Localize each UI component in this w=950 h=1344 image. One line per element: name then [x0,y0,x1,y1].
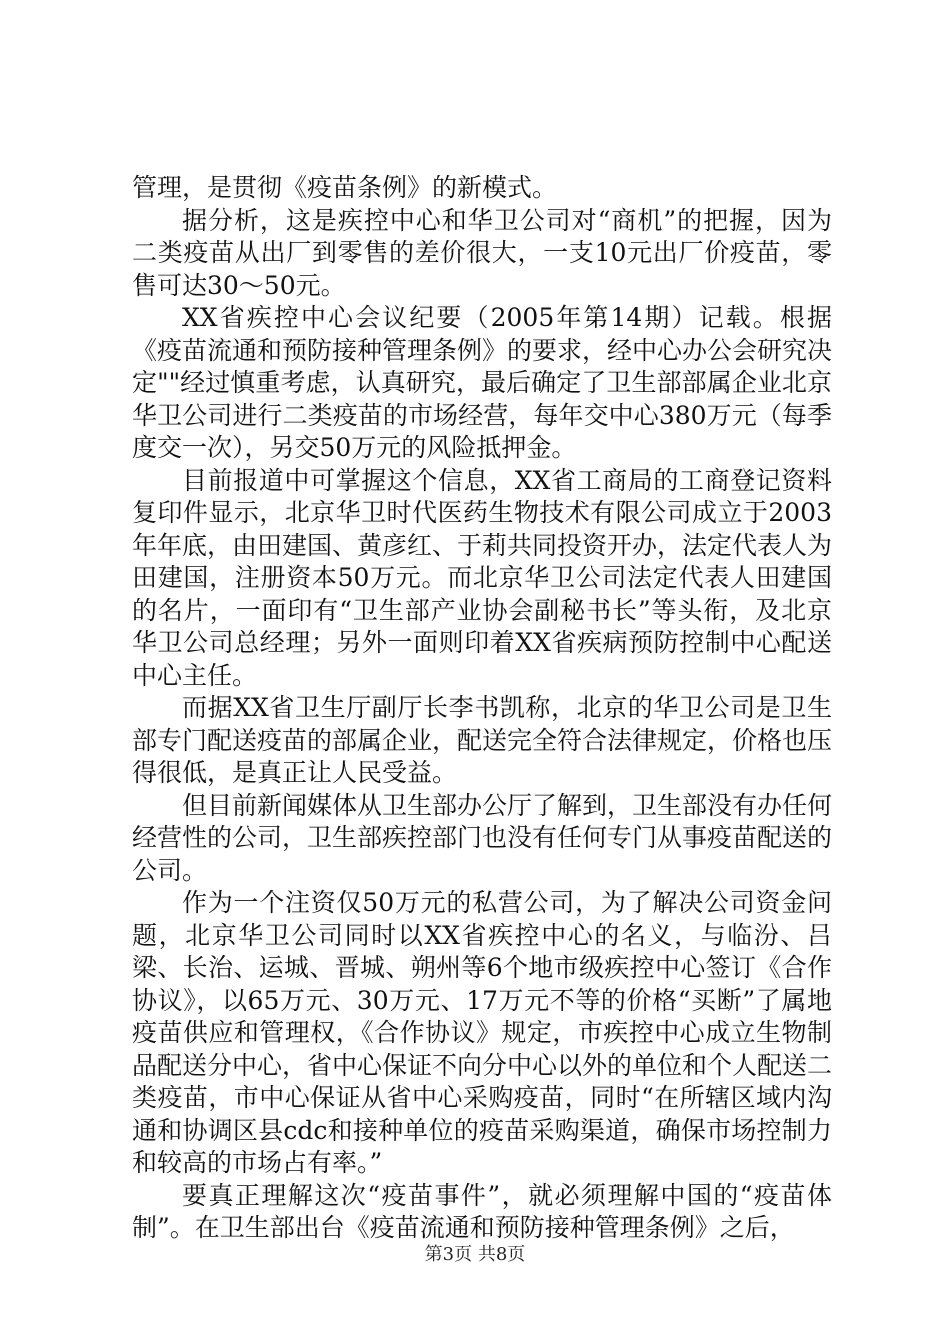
paragraph-private-company: 作为一个注资仅50万元的私营公司，为了解决公司资金问题，北京华卫公司同时以XX省疾控中心的名义，与临汾、吕梁、长治、运城、晋城、朔州等6个地市级疾控中心签订《合作协议》，以65万元、30万元、17万元不等的价格“买断”了属地疫苗供应和管理权，《合作协议》规定，市疾控中心成立生物制品配送分中心，省中心保证不向分中心以外的单位和个人配送二类疫苗，市中心保证从省中心采购疫苗，同时“在所辖区域内沟通和协调区县cdc和接种单位的疫苗采购渠道，确保市场控制力和较高的市场占有率。” [132,888,833,1177]
paragraph-ministry-response: 但目前新闻媒体从卫生部办公厅了解到，卫生部没有办任何经营性的公司，卫生部疾控部门也没有任何专门从事疫苗配送的公司。 [132,790,833,885]
page-footer: 第3页 共8页 [424,1244,526,1265]
paragraph-analysis: 据分析，这是疾控中心和华卫公司对“商机”的把握，因为二类疫苗从出厂到零售的差价很大，一支10元出厂价疫苗，零售可达30～50元。 [132,205,832,300]
paragraph-continuation: 管理，是贯彻《疫苗条例》的新模式。 [132,173,558,202]
paragraph-registration: 目前报道中可掌握这个信息，XX省工商局的工商登记资料复印件显示，北京华卫时代医药生物技术有限公司成立于2003年年底，由田建国、黄彦红、于莉共同投资开办，法定代表人为田建国，注册资本50万元。而北京华卫公司法定代表人田建国的名片，一面印有“卫生部产业协会副秘书长”等头衔，及北京华卫公司总经理；另外一面则印着XX省疾病预防控制中心配送中心主任。 [132,465,833,690]
paragraph-official-statement: 而据XX省卫生厅副厅长李书凯称，北京的华卫公司是卫生部专门配送疫苗的部属企业，配送完全符合法律规定，价格也压得很低，是真正让人民受益。 [132,693,833,787]
paragraph-meeting-minutes: XX省疾控中心会议纪要（2005年第14期）记载。根据《疫苗流通和预防接种管理条例》的要求，经中心办公会研究决定""经过慎重考虑，认真研究，最后确定了卫生部部属企业北京华卫公司进行二类疫苗的市场经营，每年交中心380万元（每季度交一次），另交50万元的风险抵押金。 [132,303,833,462]
paragraph-vaccine-system: 要真正理解这次“疫苗事件”，就必须理解中国的“疫苗体制”。在卫生部出台《疫苗流通和预防接种管理条例》之后， [132,1180,832,1242]
document-body [132,172,832,1245]
